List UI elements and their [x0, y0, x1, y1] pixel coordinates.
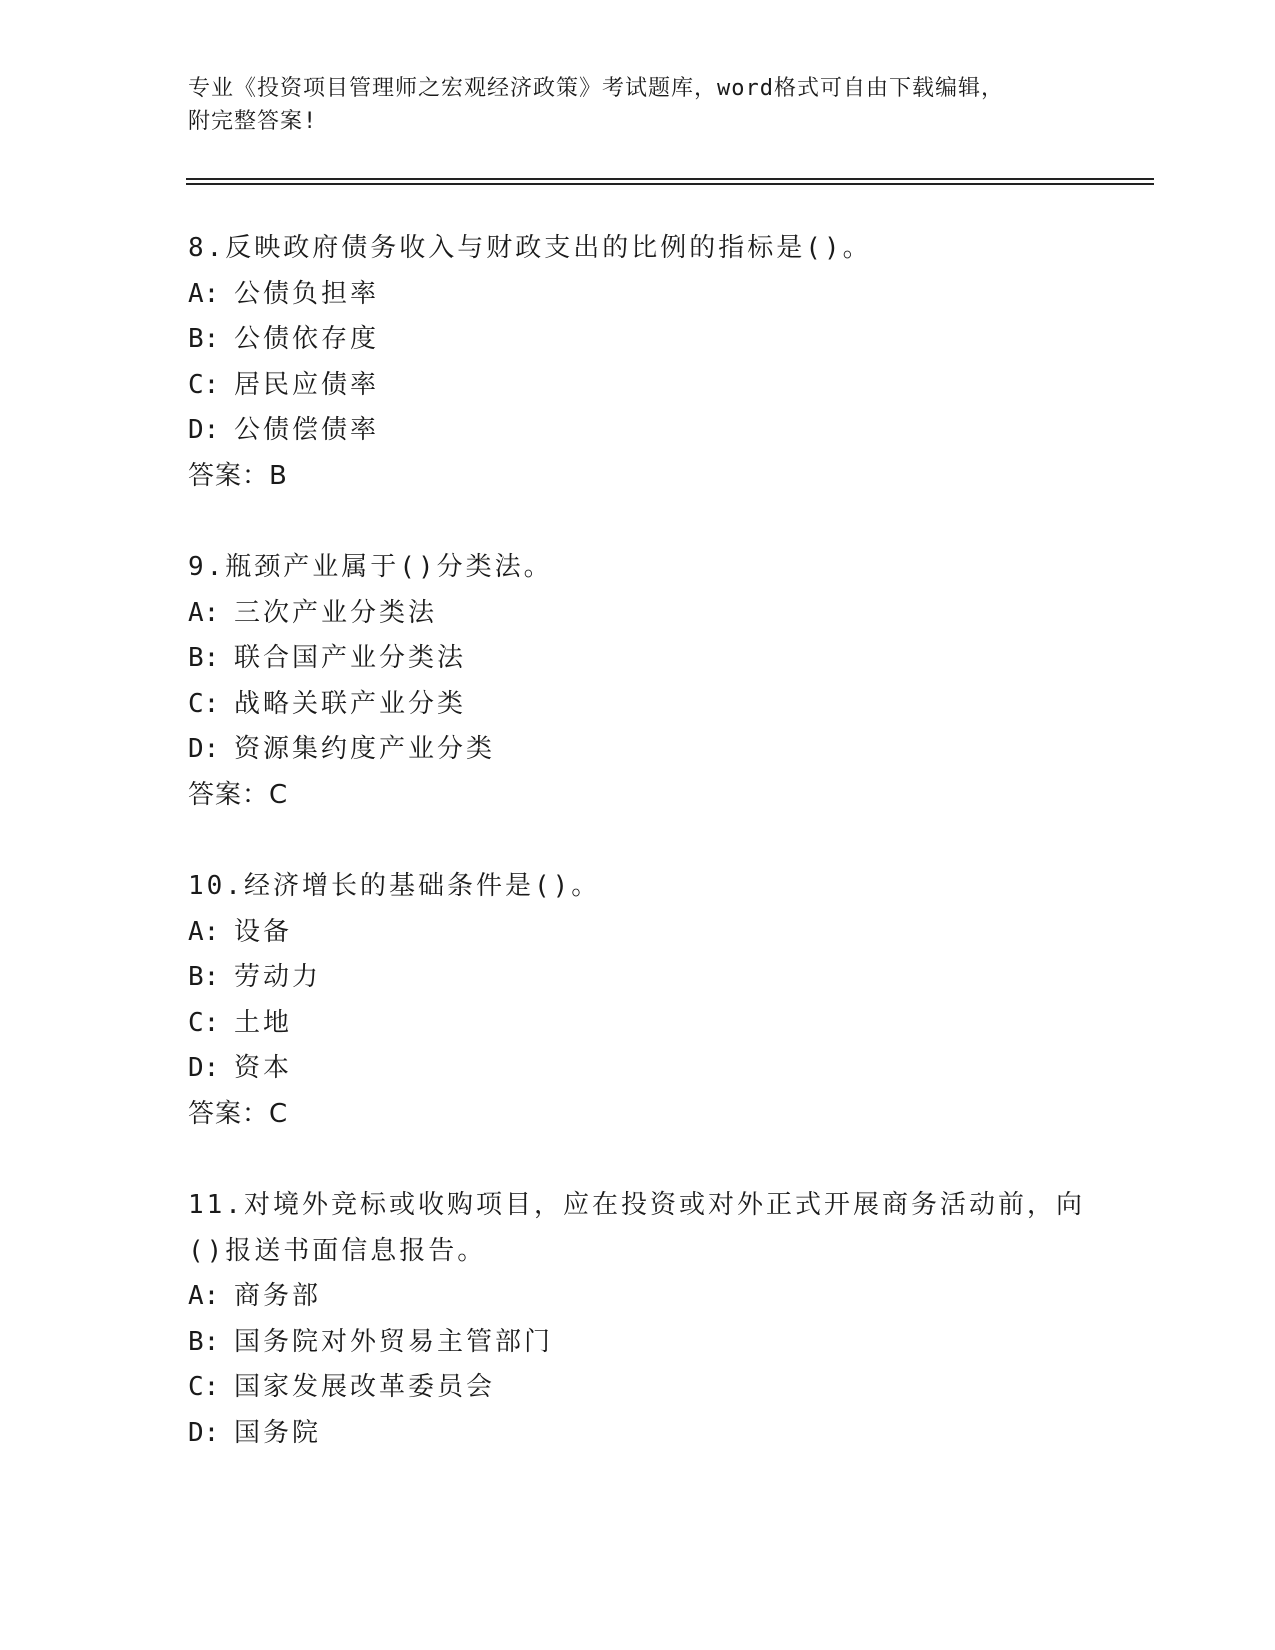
question-text-line-1: 11.对境外竞标或收购项目，应在投资或对外正式开展商务活动前，向: [188, 1190, 1085, 1220]
option-text: 公债负担率: [234, 278, 380, 309]
option-c: [188, 682, 1128, 728]
option-c: [188, 1365, 1128, 1411]
question-text: 9.瓶颈产业属于()分类法。: [188, 552, 553, 582]
option-c: [188, 363, 1128, 409]
question-block-10: [188, 864, 1128, 1137]
option-label: D:: [188, 1417, 220, 1448]
question-block-11: [188, 1183, 1128, 1456]
question-text-line-2: ()报送书面信息报告。: [188, 1235, 487, 1266]
option-label: A:: [188, 597, 220, 628]
answer-line: 答案：C: [188, 1098, 289, 1129]
option-label: C:: [188, 1007, 220, 1038]
option-text: 资本: [234, 1053, 293, 1083]
option-label: B:: [188, 643, 220, 673]
option-text: 国务院: [234, 1417, 322, 1448]
option-text: 资源集约度产业分类: [234, 734, 496, 764]
option-text: 设备: [234, 916, 293, 947]
option-text: 土地: [234, 1007, 293, 1038]
option-b: [188, 636, 1128, 682]
option-b: [188, 1320, 1128, 1366]
document-header: [188, 72, 1108, 138]
option-label: A:: [188, 1281, 220, 1311]
option-text: 国务院对外贸易主管部门: [234, 1326, 554, 1357]
option-label: B:: [188, 1326, 220, 1357]
question-text: 8.反映政府债务收入与财政支出的比例的指标是()。: [188, 233, 872, 263]
answer-line: 答案：C: [188, 779, 289, 810]
option-d: [188, 1411, 1128, 1457]
option-label: C:: [188, 1372, 220, 1402]
option-text: 国家发展改革委员会: [234, 1372, 496, 1402]
header-divider-top: [186, 178, 1154, 180]
option-b: [188, 955, 1128, 1001]
option-text: 公债偿债率: [234, 415, 380, 445]
question-block-9: [188, 545, 1128, 818]
option-label: D:: [188, 415, 220, 445]
option-text: 公债依存度: [234, 324, 380, 354]
option-label: B:: [188, 324, 220, 354]
header-divider-bottom: [186, 183, 1154, 185]
option-text: 三次产业分类法: [234, 597, 438, 628]
option-text: 商务部: [234, 1281, 322, 1311]
option-label: C:: [188, 688, 220, 719]
option-label: C:: [188, 369, 220, 400]
option-a: [188, 910, 1128, 956]
option-label: A:: [188, 916, 220, 947]
question-text: 10.经济增长的基础条件是()。: [188, 871, 601, 901]
option-a: [188, 591, 1128, 637]
option-d: [188, 727, 1128, 773]
header-line-1: 专业《投资项目管理师之宏观经济政策》考试题库，word格式可自由下载编辑，: [188, 76, 1004, 101]
header-line-2: 附完整答案!: [188, 109, 318, 134]
option-label: B:: [188, 962, 220, 992]
answer-line: 答案：B: [188, 460, 288, 491]
option-a: [188, 272, 1128, 318]
option-text: 战略关联产业分类: [234, 688, 467, 719]
option-text: 居民应债率: [234, 369, 380, 400]
option-text: 劳动力: [234, 962, 322, 992]
option-d: [188, 1046, 1128, 1092]
option-a: [188, 1274, 1128, 1320]
option-c: [188, 1001, 1128, 1047]
option-label: D:: [188, 1053, 220, 1083]
question-block-8: [188, 226, 1128, 499]
option-b: [188, 317, 1128, 363]
option-d: [188, 408, 1128, 454]
option-label: A:: [188, 278, 220, 309]
option-label: D:: [188, 734, 220, 764]
option-text: 联合国产业分类法: [234, 643, 467, 673]
